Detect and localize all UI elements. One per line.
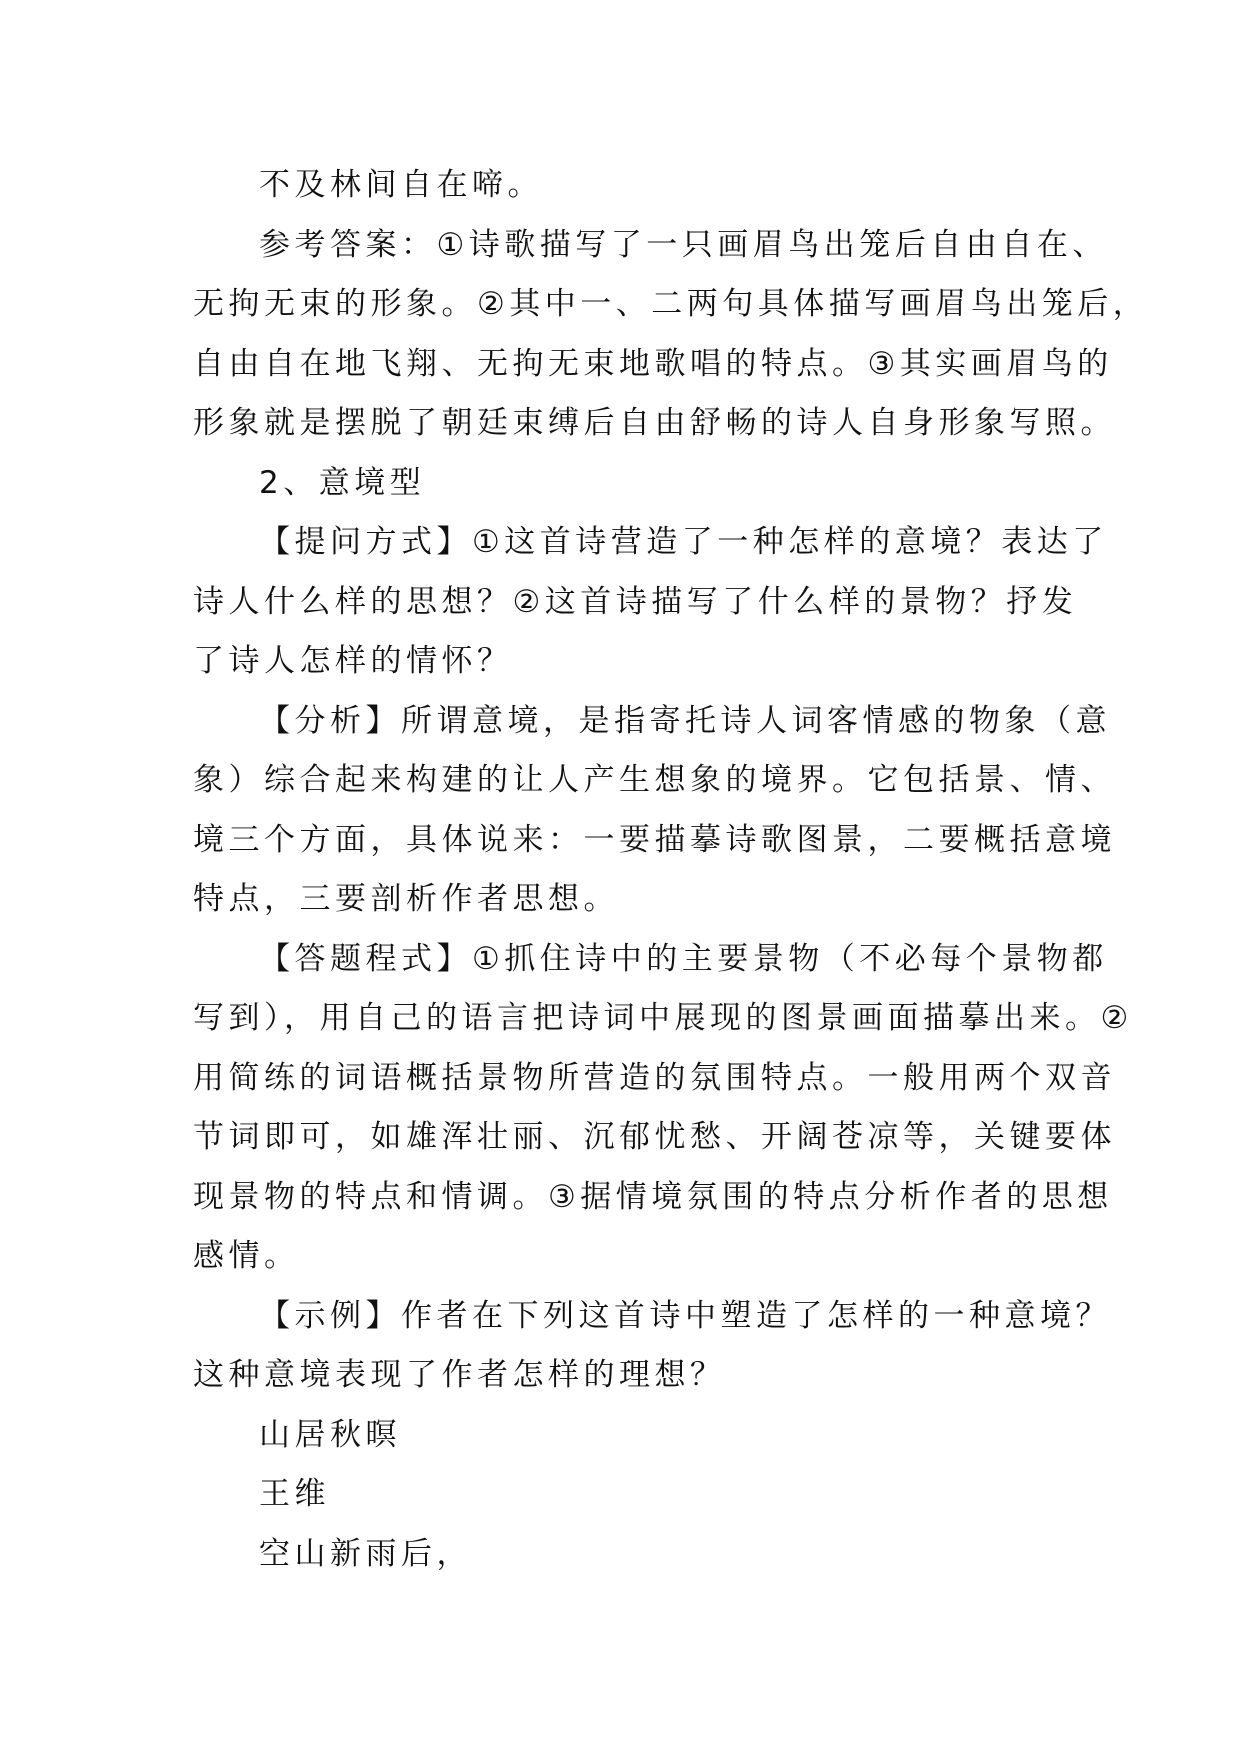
analysis-paragraph-line: 境三个方面，具体说来：一要描摹诗歌图景，二要概括意境 xyxy=(193,821,1116,858)
answer-paragraph-line: 无拘无束的形象。②其中一、二两句具体描写画眉鸟出笼后， xyxy=(193,286,1149,322)
method-paragraph-line: 写到），用自己的语言把诗词中展现的图景画面描摹出来。② xyxy=(193,1000,1133,1036)
poem-line: 空山新雨后， xyxy=(259,1535,472,1572)
question-paragraph-line: 【提问方式】①这首诗营造了一种怎样的意境？表达了 xyxy=(259,524,1108,560)
section-heading: 2、意境型 xyxy=(259,464,426,501)
poem-author: 王维 xyxy=(259,1476,330,1512)
method-paragraph-line: 节词即可，如雄浑壮丽、沉郁忧愁、开阔苍凉等，关键要体 xyxy=(193,1119,1116,1155)
question-paragraph-line: 了诗人怎样的情怀？ xyxy=(193,643,513,679)
analysis-paragraph-line: 【分析】所谓意境，是指寄托诗人词客情感的物象（意 xyxy=(259,702,1111,739)
method-paragraph-line: 【答题程式】①抓住诗中的主要景物（不必每个景物都 xyxy=(259,940,1108,977)
question-paragraph-line: 诗人什么样的思想？②这首诗描写了什么样的景物？抒发 xyxy=(193,583,1078,620)
example-paragraph-line: 【示例】作者在下列这首诗中塑造了怎样的一种意境？ xyxy=(259,1297,1111,1334)
answer-paragraph-line: 参考答案：①诗歌描写了一只画眉鸟出笼后自由自在、 xyxy=(259,226,1108,263)
method-paragraph-line: 感情。 xyxy=(193,1238,300,1274)
answer-paragraph-line: 形象就是摆脱了朝廷束缚后自由舒畅的诗人自身形象写照。 xyxy=(193,405,1116,441)
example-paragraph-line: 这种意境表现了作者怎样的理想？ xyxy=(193,1357,726,1393)
method-paragraph-line: 用简练的词语概括景物所营造的氛围特点。一般用两个双音 xyxy=(193,1059,1116,1096)
poem-line-ending: 不及林间自在啼。 xyxy=(259,167,543,203)
analysis-paragraph-line: 象）综合起来构建的让人产生想象的境界。它包括景、情、 xyxy=(193,762,1116,798)
analysis-paragraph-line: 特点，三要剖析作者思想。 xyxy=(193,881,619,917)
answer-paragraph-line: 自由自在地飞翔、无拘无束地歌唱的特点。③其实画眉鸟的 xyxy=(193,345,1113,382)
method-paragraph-line: 现景物的特点和情调。③据情境氛围的特点分析作者的思想 xyxy=(193,1178,1113,1215)
poem-title: 山居秋暝 xyxy=(259,1416,401,1453)
document-body xyxy=(193,156,1149,1584)
